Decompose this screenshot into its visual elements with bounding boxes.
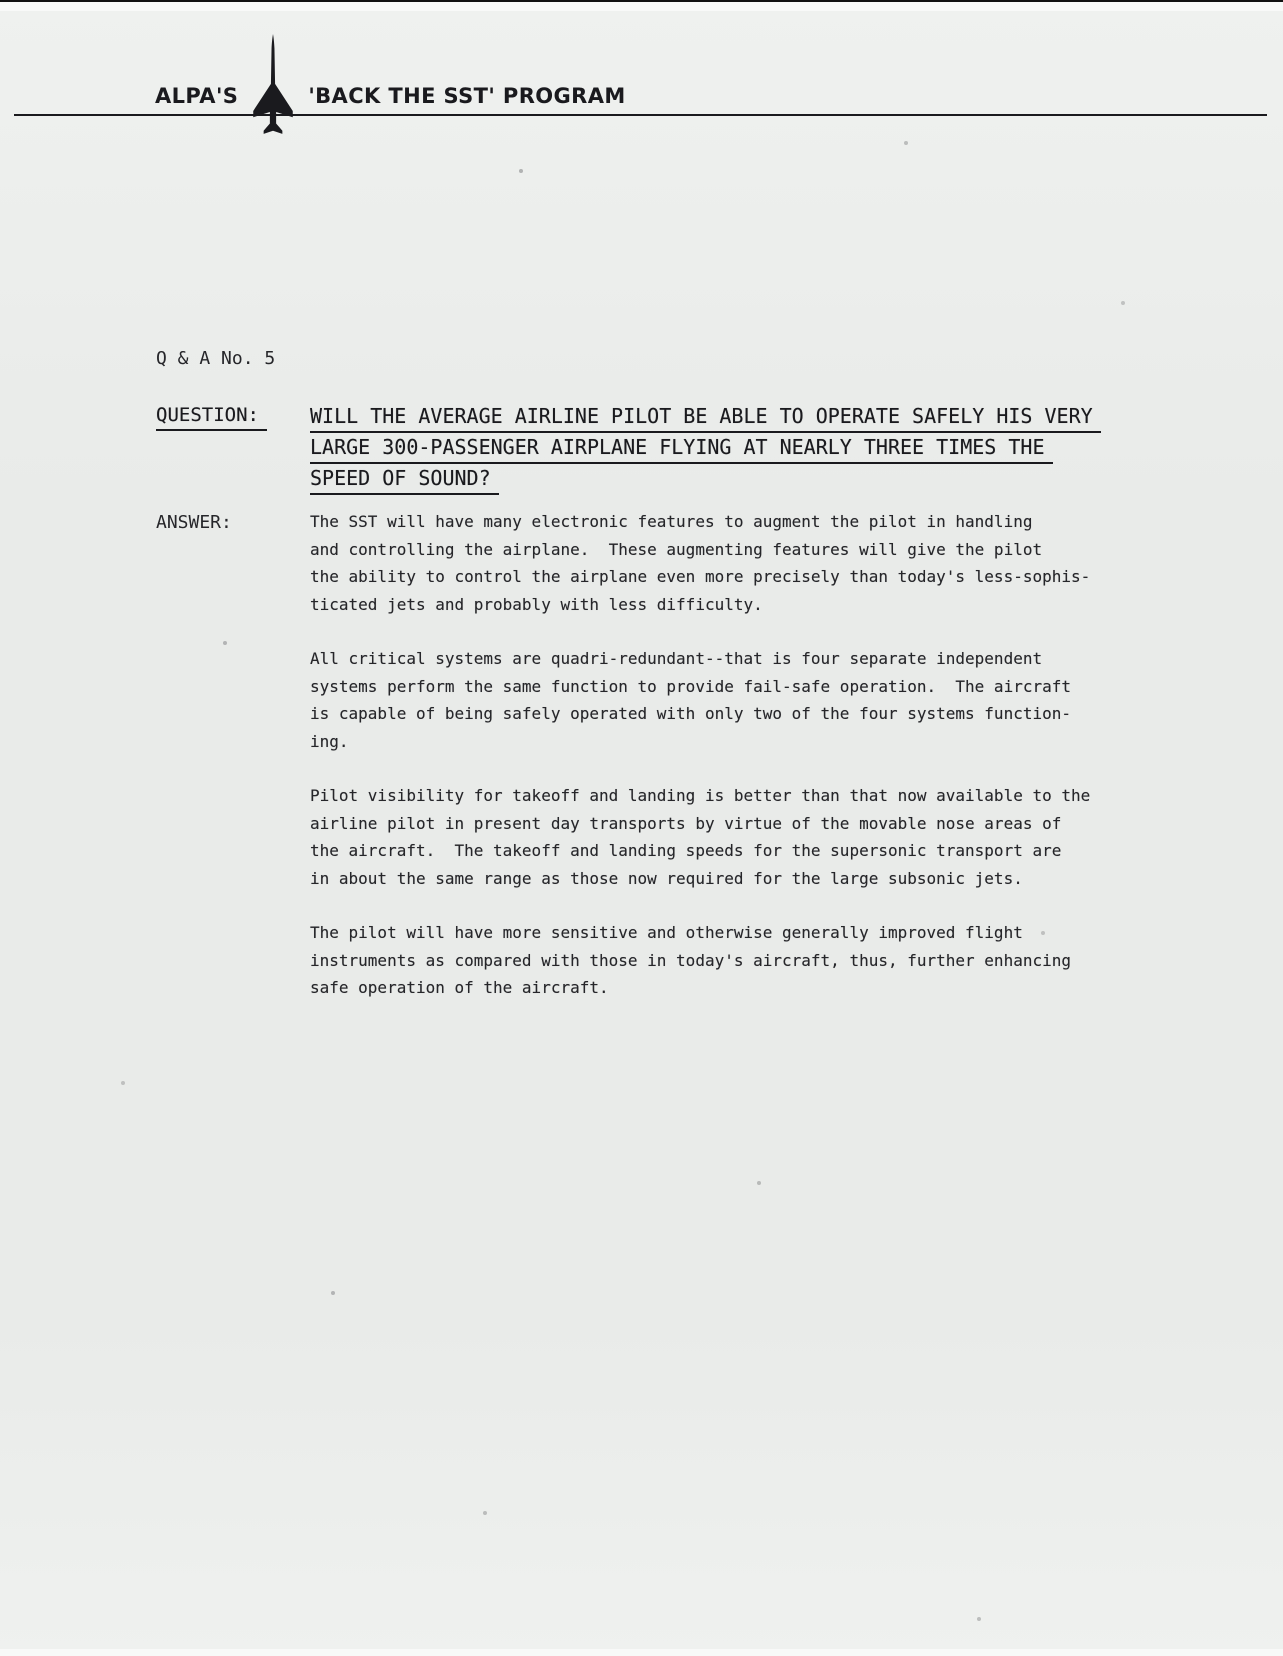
org-name: ALPA'S <box>155 84 239 108</box>
text-line: The pilot will have more sensitive and otherwise generally improved flight <box>310 923 1023 942</box>
answer-paragraph-4 <box>310 919 1090 1002</box>
header-divider <box>14 114 1267 116</box>
text-line: safe operation of the aircraft. <box>310 978 609 997</box>
text-line: All critical systems are quadri-redundant--that is four separate independent <box>310 649 1043 668</box>
text-line: the aircraft. The takeoff and landing speeds for the supersonic transport are <box>310 841 1062 860</box>
text-line: airline pilot in present day transports by virtue of the movable nose areas of <box>310 813 1062 833</box>
question-line: WILL THE AVERAGE AIRLINE PILOT BE ABLE TO OPERATE SAFELY HIS VERY <box>310 401 1101 432</box>
text-line: is capable of being safely operated with only two of the four systems function- <box>310 704 1071 723</box>
text-line: ticated jets and probably with less difficulty. <box>310 594 763 614</box>
text-line: systems perform the same function to provide fail-safe operation. The aircraft <box>310 676 1071 696</box>
question-label <box>156 404 267 426</box>
question-line: LARGE 300-PASSENGER AIRPLANE FLYING AT NEARLY THREE TIMES THE <box>310 432 1101 463</box>
program-title: 'BACK THE SST' PROGRAM <box>308 84 626 108</box>
question-line: SPEED OF SOUND? <box>310 463 1101 494</box>
answer-paragraph-1 <box>310 508 1090 618</box>
answer-paragraph-2 <box>310 645 1090 755</box>
answer-paragraph-3 <box>310 782 1090 892</box>
text-line: in about the same range as those now required for the large subsonic jets. <box>310 868 1023 888</box>
text-line: ing. <box>310 731 349 751</box>
text-line: Pilot visibility for takeoff and landing is better than that now available to the <box>310 786 1091 805</box>
scan-edge-bottom <box>0 1649 1283 1656</box>
question-text <box>310 401 1101 494</box>
text-line: the ability to control the airplane even more precisely than today's less-sophis- <box>310 567 1091 586</box>
question-label-text: QUESTION: <box>156 404 267 431</box>
answer-label: ANSWER: <box>156 512 232 533</box>
answer-text <box>310 508 1090 1029</box>
scan-speckles <box>0 0 2 2</box>
masthead <box>155 84 626 110</box>
text-line: The SST will have many electronic features to augment the pilot in handling <box>310 512 1033 531</box>
text-line: and controlling the airplane. These augmenting features will give the pilot <box>310 539 1043 559</box>
qa-number: Q & A No. 5 <box>156 348 276 369</box>
text-line: instruments as compared with those in today's aircraft, thus, further enhancing <box>310 950 1071 970</box>
scan-edge-top <box>0 0 1283 11</box>
sst-airplane-icon <box>250 84 296 110</box>
